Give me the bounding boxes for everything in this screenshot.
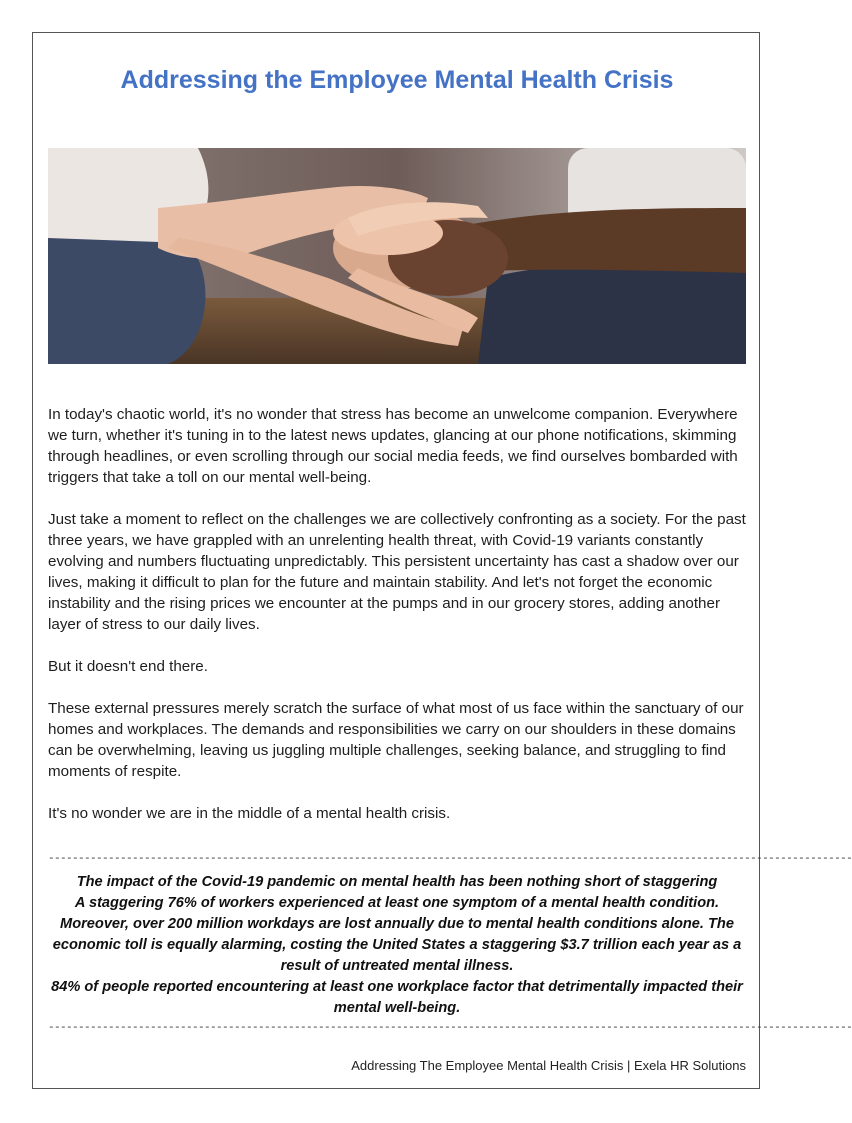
article-body — [48, 404, 748, 845]
paragraph: It's no wonder we are in the middle of a mental health crisis. — [48, 805, 451, 822]
callout-line: 84% of people reported encountering at least one workplace factor that detrimentally impacted their mental well-being. — [51, 979, 743, 1016]
hands-illustration — [48, 148, 746, 364]
callout-top-divider: -------------------------------------------------------------------------------------------------------------------------------------- — [48, 853, 852, 865]
statistics-callout — [48, 872, 746, 1019]
callout-line: A staggering 76% of workers experienced at least one symptom of a mental health condition. Moreover, over 200 million workdays are lost annually due to mental health conditions alone. The economic toll is equally alarming, costing the United States a staggering $3.7 trillion each year as a result of untreated mental illness. — [52, 895, 742, 974]
callout-bottom-divider: -------------------------------------------------------------------------------------------------------------------------------------- — [48, 1022, 852, 1034]
page-footer: Addressing The Employee Mental Health Crisis | Exela HR Solutions — [351, 1058, 746, 1073]
paragraph: In today's chaotic world, it's no wonder that stress has become an unwelcome companion. Everywhere we turn, whether it's tuning in to the latest news updates, glancing at our phone notifications, skimming through headlines, or even scrolling through our social media feeds, we find ourselves bombarded with triggers that take a toll on our mental well-being. — [48, 406, 738, 486]
page-title: Addressing the Employee Mental Health Crisis — [120, 66, 674, 94]
paragraph: But it doesn't end there. — [48, 658, 208, 675]
callout-line: The impact of the Covid-19 pandemic on mental health has been nothing short of staggering — [76, 874, 718, 890]
paragraph: Just take a moment to reflect on the challenges we are collectively confronting as a society. For the past three years, we have grappled with an unrelenting health threat, with Covid-19 variants constantly evolving and numbers fluctuating unpredictably. This persistent uncertainty has cast a shadow over our lives, making it difficult to plan for the future and maintain stability. And let's not forget the economic instability and the rising prices we encounter at the pumps and in our grocery stores, adding another layer of stress to our daily lives. — [48, 511, 746, 633]
paragraph: These external pressures merely scratch the surface of what most of us face within the sanctuary of our homes and workplaces. The demands and responsibilities we carry on our shoulders in these domains can be overwhelming, leaving us juggling multiple challenges, seeking balance, and struggling to find moments of respite. — [48, 700, 744, 780]
hands-photo — [48, 148, 746, 364]
